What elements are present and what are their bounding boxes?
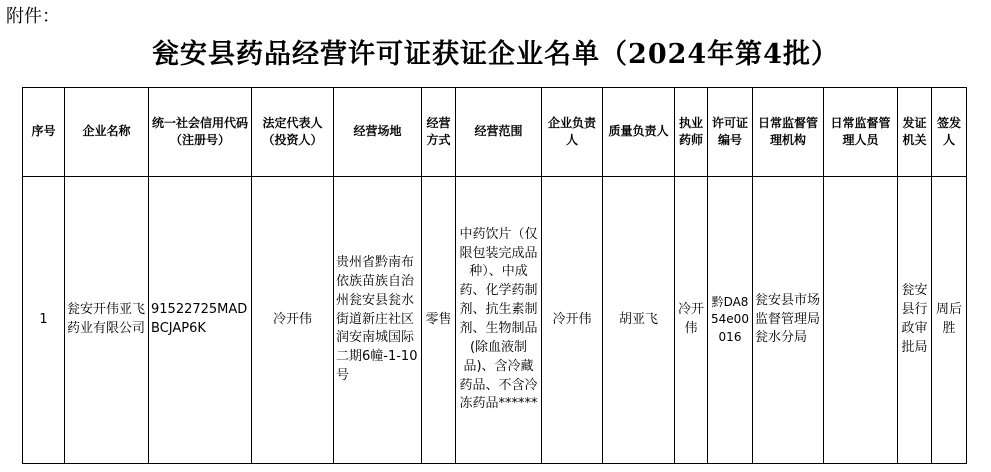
cell-issuing-org: 瓮安县行政审批局 (898, 177, 932, 464)
cell-signer: 周后胜 (932, 177, 967, 464)
table-header-row (23, 88, 967, 177)
header-license-no: 许可证编号 (708, 88, 753, 177)
cell-credit-code: 91522725MADBCJAP6K (149, 177, 252, 464)
cell-no: 1 (23, 177, 65, 464)
header-pharmacist: 执业药师 (675, 88, 708, 177)
cell-enterprise-head: 冷开伟 (542, 177, 603, 464)
header-enterprise-head: 企业负责人 (542, 88, 603, 177)
cell-scope: 中药饮片（仅限包装完成品种）、中成药、化学药制剂、抗生素制剂、生物制品(除血液制品)、含冷藏药品、不含冷冻药品****** (456, 177, 542, 464)
header-issuing-org: 发证机关 (898, 88, 932, 177)
cell-quality-head: 胡亚飞 (603, 177, 675, 464)
cell-supervisor (824, 177, 898, 464)
header-address: 经营场地 (334, 88, 422, 177)
header-signer: 签发人 (932, 88, 967, 177)
cell-license-no: 黔DA854e00016 (708, 177, 753, 464)
cell-mode: 零售 (422, 177, 456, 464)
cell-legal-rep: 冷开伟 (252, 177, 334, 464)
header-mode: 经营方式 (422, 88, 456, 177)
cell-supervision-org: 瓮安县市场监督管理局瓮水分局 (753, 177, 824, 464)
header-company: 企业名称 (65, 88, 149, 177)
cell-pharmacist: 冷开伟 (675, 177, 708, 464)
header-scope: 经营范围 (456, 88, 542, 177)
header-no: 序号 (23, 88, 65, 177)
header-quality-head: 质量负责人 (603, 88, 675, 177)
header-legal-rep: 法定代表人（投资人） (252, 88, 334, 177)
cell-address: 贵州省黔南布依族苗族自治州瓮安县瓮水街道新庄社区润安南城国际二期6幢-1-10号 (334, 177, 422, 464)
license-table (22, 87, 967, 464)
attachment-label: 附件： (6, 6, 60, 27)
table-row (23, 177, 967, 464)
header-credit-code: 统一社会信用代码（注册号） (149, 88, 252, 177)
cell-company: 瓮安开伟亚飞药业有限公司 (65, 177, 149, 464)
document-title: 瓮安县药品经营许可证获证企业名单（2024年第4批） (152, 39, 839, 70)
header-supervisor: 日常监督管理人员 (824, 88, 898, 177)
header-supervision-org: 日常监督管理机构 (753, 88, 824, 177)
